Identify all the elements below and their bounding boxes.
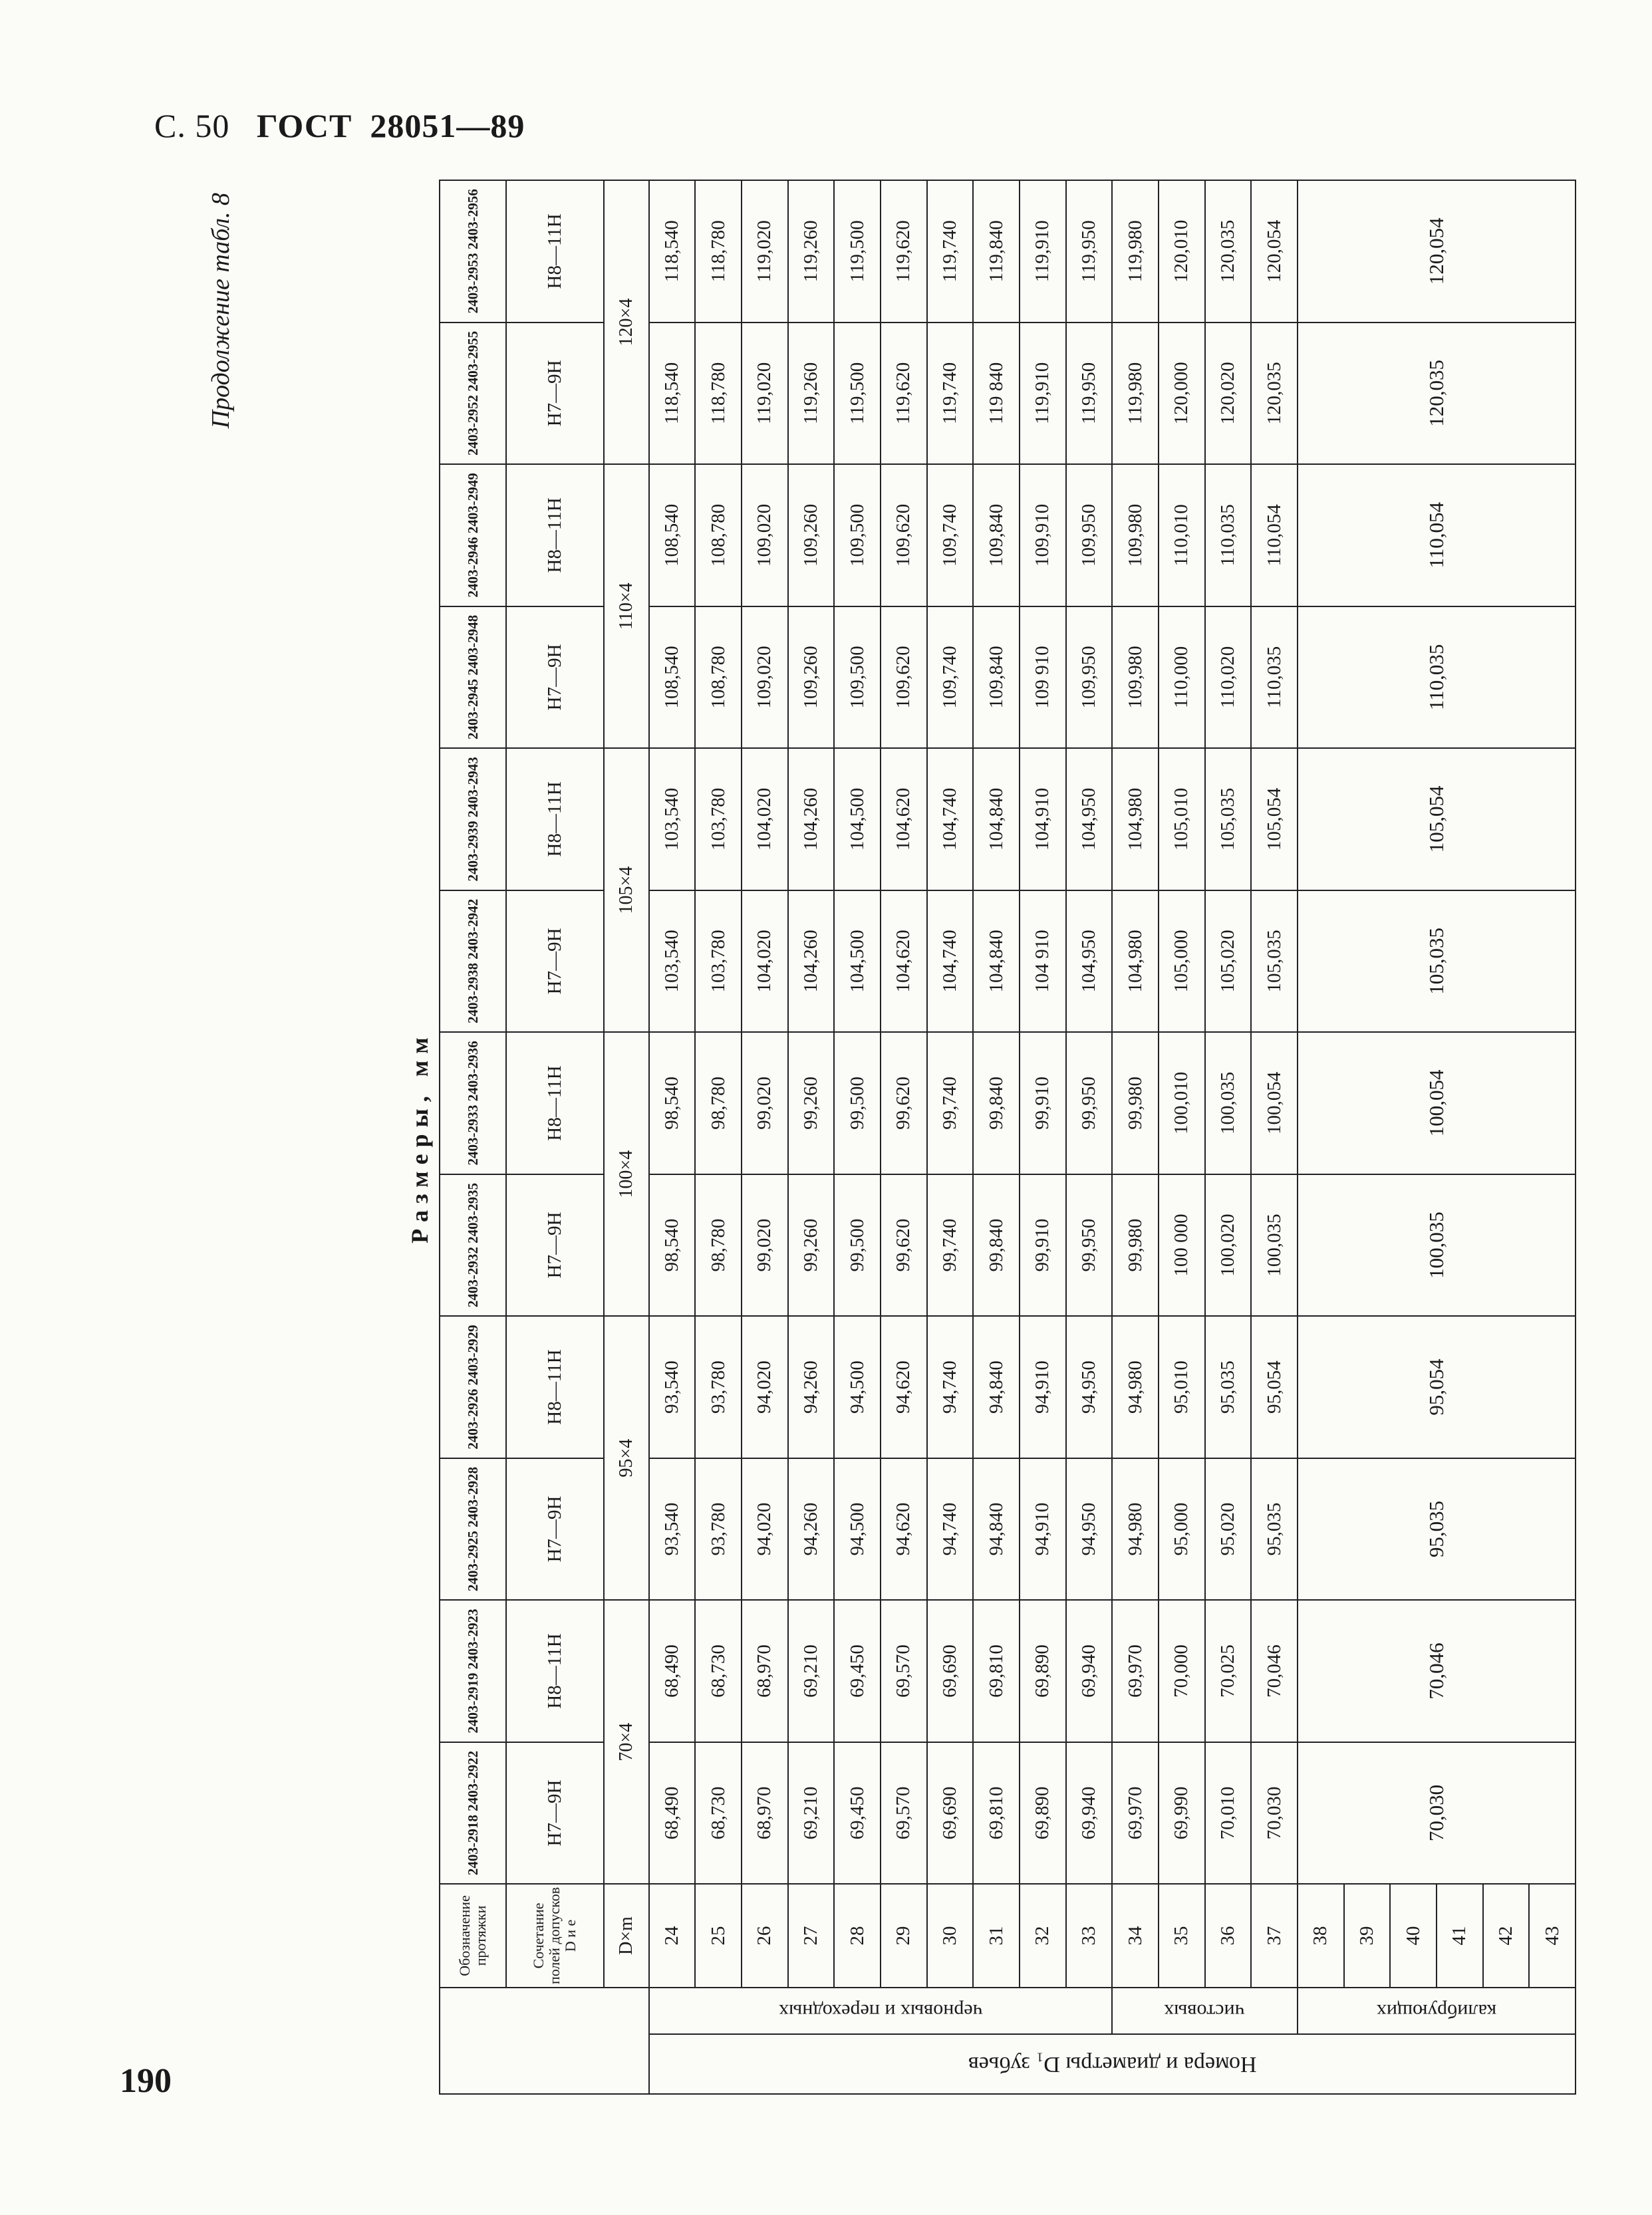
diameter-value: 109,500	[834, 464, 881, 606]
tolerance-label: Сочетание полей допусков D и e	[506, 1884, 604, 1987]
calibrating-value: 105,054	[1298, 748, 1576, 890]
tooth-number: 31	[973, 1884, 1020, 1987]
diameter-value: 69,450	[834, 1742, 881, 1885]
diameter-value: 100,020	[1205, 1174, 1252, 1317]
tooth-number: 30	[927, 1884, 974, 1987]
diameter-value: 109,950	[1066, 464, 1113, 606]
diameter-value: 104,500	[834, 748, 881, 890]
diameter-value: 99,620	[881, 1032, 927, 1174]
designation-code: 2403-2925 2403-2928	[440, 1458, 506, 1601]
diameter-value: 94,950	[1066, 1458, 1113, 1601]
table-title: Размеры, мм	[406, 1031, 433, 1243]
designation-code: 2403-2939 2403-2943	[440, 748, 506, 890]
diameter-value: 118,780	[695, 180, 742, 323]
diameter-value: 119,910	[1020, 180, 1066, 323]
diameter-value: 69,210	[788, 1742, 835, 1885]
designation-code: 2403-2953 2403-2956	[440, 180, 506, 323]
group-finish: чистовых	[1112, 1988, 1298, 2034]
diameter-value: 69,210	[788, 1600, 835, 1742]
diameter-value: 99,980	[1112, 1174, 1159, 1317]
tooth-diameter-table	[439, 180, 1576, 2095]
continuation-label: Продолжение табл. 8	[207, 193, 235, 429]
diameter-value: 104,260	[788, 890, 835, 1033]
designation-code: 2403-2938 2403-2942	[440, 890, 506, 1033]
diameter-value: 119,740	[927, 323, 974, 465]
diameter-value: 70,010	[1205, 1742, 1252, 1885]
diameter-value: 99,950	[1066, 1032, 1113, 1174]
tooth-number: 40	[1390, 1884, 1437, 1987]
diameter-value: 68,490	[649, 1742, 696, 1885]
dxm-value: 95×4	[604, 1316, 649, 1600]
diameter-value: 99,500	[834, 1174, 881, 1317]
diameter-value: 69,890	[1020, 1600, 1066, 1742]
tooth-row	[1112, 180, 1159, 2094]
diameter-value: 109,910	[1020, 464, 1066, 606]
calibrating-value: 100,054	[1298, 1032, 1576, 1174]
calibrating-value: 100,035	[1298, 1174, 1576, 1317]
group-rough: черновых и переходных	[649, 1988, 1113, 2034]
diameter-value: 108,780	[695, 606, 742, 749]
diameter-value: 99,950	[1066, 1174, 1113, 1317]
diameter-value: 93,540	[649, 1458, 696, 1601]
diameter-value: 110,054	[1251, 464, 1298, 606]
diameter-value: 105,020	[1205, 890, 1252, 1033]
tooth-row	[695, 180, 742, 2094]
diameter-value: 104,740	[927, 890, 974, 1033]
diameter-value: 110,020	[1205, 606, 1252, 749]
diameter-value: 94,020	[742, 1458, 788, 1601]
diameter-value: 109,740	[927, 464, 974, 606]
tooth-number: 35	[1159, 1884, 1205, 1987]
diameter-value: 99,020	[742, 1174, 788, 1317]
diameter-value: 94,840	[973, 1458, 1020, 1601]
diameter-value: 109,620	[881, 606, 927, 749]
diameter-value: 119,980	[1112, 323, 1159, 465]
diameter-value: 94,980	[1112, 1458, 1159, 1601]
diameter-value: 119,260	[788, 323, 835, 465]
diameter-value: 119,950	[1066, 180, 1113, 323]
diameter-value: 68,730	[695, 1600, 742, 1742]
diameter-value: 109,620	[881, 464, 927, 606]
diameter-value: 119,500	[834, 180, 881, 323]
designation-code: 2403-2933 2403-2936	[440, 1032, 506, 1174]
diameter-value: 104 910	[1020, 890, 1066, 1033]
dxm-value: 100×4	[604, 1032, 649, 1316]
diameter-value: 104,620	[881, 748, 927, 890]
designation-code: 2403-2919 2403-2923	[440, 1600, 506, 1742]
diameter-value: 68,490	[649, 1600, 696, 1742]
diameter-value: 108,540	[649, 606, 696, 749]
rotated-table-block	[206, 180, 1570, 2095]
diameter-value: 94,620	[881, 1458, 927, 1601]
diameter-value: 99,260	[788, 1174, 835, 1317]
diameter-value: 93,540	[649, 1316, 696, 1458]
tooth-row	[742, 180, 788, 2094]
designation-code: 2403-2926 2403-2929	[440, 1316, 506, 1458]
diameter-value: 94,980	[1112, 1316, 1159, 1458]
diameter-value: 95,020	[1205, 1458, 1252, 1601]
diameter-value: 98,780	[695, 1032, 742, 1174]
diameter-value: 110,035	[1205, 464, 1252, 606]
tooth-row	[927, 180, 974, 2094]
diameter-value: 109,260	[788, 464, 835, 606]
tooth-row	[649, 180, 696, 2094]
tooth-number: 32	[1020, 1884, 1066, 1987]
diameter-value: 94,620	[881, 1316, 927, 1458]
diameter-value: 119,620	[881, 180, 927, 323]
diameter-value: 109,840	[973, 606, 1020, 749]
dxm-value: 110×4	[604, 464, 649, 748]
diameter-value: 69,690	[927, 1600, 974, 1742]
diameter-value: 94,500	[834, 1316, 881, 1458]
diameter-value: 68,970	[742, 1600, 788, 1742]
tooth-row	[1205, 180, 1252, 2094]
diameter-value: 119,620	[881, 323, 927, 465]
tooth-row	[834, 180, 881, 2094]
standard-label: ГОСТ 28051—89	[256, 107, 525, 144]
tooth-row	[1066, 180, 1113, 2094]
diameter-value: 100,035	[1205, 1032, 1252, 1174]
side-label: Номера и диаметры D₁ зубьев	[649, 2034, 1576, 2094]
diameter-value: 68,730	[695, 1742, 742, 1885]
diameter-value: 119,500	[834, 323, 881, 465]
diameter-value: 95,035	[1205, 1316, 1252, 1458]
diameter-value: 94,840	[973, 1316, 1020, 1458]
diameter-value: 69,450	[834, 1600, 881, 1742]
diameter-value: 118,540	[649, 180, 696, 323]
calibrating-value: 70,046	[1298, 1600, 1576, 1742]
tooth-row	[1159, 180, 1205, 2094]
diameter-value: 109,980	[1112, 464, 1159, 606]
tooth-row	[1251, 180, 1298, 2094]
diameter-value: 69,990	[1159, 1742, 1205, 1885]
diameter-value: 103,780	[695, 748, 742, 890]
diameter-value: 119,950	[1066, 323, 1113, 465]
diameter-value: 109,260	[788, 606, 835, 749]
diameter-value: 69,970	[1112, 1742, 1159, 1885]
diameter-value: 99,980	[1112, 1032, 1159, 1174]
diameter-value: 94,910	[1020, 1458, 1066, 1601]
diameter-value: 119,910	[1020, 323, 1066, 465]
diameter-value: 105,035	[1251, 890, 1298, 1033]
diameter-value: 69,940	[1066, 1600, 1113, 1742]
diameter-value: 109,980	[1112, 606, 1159, 749]
diameter-value: 118,780	[695, 323, 742, 465]
designation-row	[440, 180, 506, 2094]
diameter-value: 120,035	[1251, 323, 1298, 465]
tooth-row	[1298, 180, 1344, 2094]
diameter-value: 104,620	[881, 890, 927, 1033]
diameter-value: 99,910	[1020, 1032, 1066, 1174]
designation-label: Обозначение протяжки	[440, 1884, 506, 1987]
diameter-value: 68,970	[742, 1742, 788, 1885]
tolerance-value: H7—9H	[506, 890, 604, 1033]
tolerance-value: H7—9H	[506, 1742, 604, 1885]
tolerance-value: H7—9H	[506, 1458, 604, 1601]
diameter-value: 95,010	[1159, 1316, 1205, 1458]
diameter-value: 104,020	[742, 890, 788, 1033]
diameter-value: 94,910	[1020, 1316, 1066, 1458]
page-header	[154, 106, 525, 145]
tolerance-row	[506, 180, 604, 2094]
diameter-value: 104,980	[1112, 890, 1159, 1033]
diameter-value: 100 000	[1159, 1174, 1205, 1317]
diameter-value: 94,260	[788, 1458, 835, 1601]
tolerance-value: H8—11H	[506, 1600, 604, 1742]
diameter-value: 95,035	[1251, 1458, 1298, 1601]
diameter-value: 69,940	[1066, 1742, 1113, 1885]
calibrating-value: 95,035	[1298, 1458, 1576, 1601]
diameter-value: 94,500	[834, 1458, 881, 1601]
tooth-row	[1020, 180, 1066, 2094]
diameter-value: 120,000	[1159, 323, 1205, 465]
diameter-value: 110,000	[1159, 606, 1205, 749]
diameter-value: 99,840	[973, 1174, 1020, 1317]
diameter-value: 104,740	[927, 748, 974, 890]
designation-code: 2403-2932 2403-2935	[440, 1174, 506, 1317]
diameter-value: 69,690	[927, 1742, 974, 1885]
calibrating-value: 70,030	[1298, 1742, 1576, 1885]
diameter-value: 95,000	[1159, 1458, 1205, 1601]
diameter-value: 95,054	[1251, 1316, 1298, 1458]
tooth-number: 34	[1112, 1884, 1159, 1987]
dxm-value: 105×4	[604, 748, 649, 1032]
diameter-value: 109,840	[973, 464, 1020, 606]
diameter-value: 99,500	[834, 1032, 881, 1174]
tooth-number: 43	[1529, 1884, 1576, 1987]
diameter-value: 70,030	[1251, 1742, 1298, 1885]
dxm-row	[604, 180, 649, 2094]
diameter-value: 104,500	[834, 890, 881, 1033]
diameter-value: 105,000	[1159, 890, 1205, 1033]
tooth-number: 25	[695, 1884, 742, 1987]
diameter-value: 69,810	[973, 1600, 1020, 1742]
diameter-value: 108,780	[695, 464, 742, 606]
designation-code: 2403-2918 2403-2922	[440, 1742, 506, 1885]
diameter-value: 100,054	[1251, 1032, 1298, 1174]
diameter-value: 69,570	[881, 1600, 927, 1742]
diameter-value: 109,020	[742, 464, 788, 606]
diameter-value: 119 840	[973, 323, 1020, 465]
diameter-value: 119,740	[927, 180, 974, 323]
calibrating-value: 120,054	[1298, 180, 1576, 323]
diameter-value: 94,020	[742, 1316, 788, 1458]
diameter-value: 98,540	[649, 1174, 696, 1317]
group-calib: калибрующих	[1298, 1988, 1576, 2034]
diameter-value: 100,035	[1251, 1174, 1298, 1317]
diameter-value: 69,810	[973, 1742, 1020, 1885]
calibrating-value: 110,035	[1298, 606, 1576, 749]
diameter-value: 110,035	[1251, 606, 1298, 749]
calibrating-value: 110,054	[1298, 464, 1576, 606]
diameter-value: 110,010	[1159, 464, 1205, 606]
diameter-value: 118,540	[649, 323, 696, 465]
diameter-value: 70,000	[1159, 1600, 1205, 1742]
diameter-value: 94,740	[927, 1458, 974, 1601]
diameter-value: 119,980	[1112, 180, 1159, 323]
diameter-value: 69,570	[881, 1742, 927, 1885]
diameter-value: 104,910	[1020, 748, 1066, 890]
diameter-value: 98,540	[649, 1032, 696, 1174]
diameter-value: 109,950	[1066, 606, 1113, 749]
tooth-number: 39	[1344, 1884, 1391, 1987]
diameter-value: 104,980	[1112, 748, 1159, 890]
tooth-number: 24	[649, 1884, 696, 1987]
tolerance-value: H7—9H	[506, 323, 604, 465]
tolerance-value: H8—11H	[506, 464, 604, 606]
diameter-value: 70,025	[1205, 1600, 1252, 1742]
diameter-value: 119,260	[788, 180, 835, 323]
tolerance-value: H7—9H	[506, 1174, 604, 1317]
tooth-number: 41	[1437, 1884, 1483, 1987]
diameter-value: 109,500	[834, 606, 881, 749]
tooth-number: 36	[1205, 1884, 1252, 1987]
diameter-value: 99,260	[788, 1032, 835, 1174]
diameter-value: 103,540	[649, 748, 696, 890]
tooth-row	[788, 180, 835, 2094]
designation-code: 2403-2952 2403-2955	[440, 323, 506, 465]
tolerance-value: H8—11H	[506, 180, 604, 323]
dxm-value: 70×4	[604, 1600, 649, 1884]
tooth-number: 42	[1483, 1884, 1530, 1987]
diameter-value: 99,740	[927, 1032, 974, 1174]
calibrating-value: 120,035	[1298, 323, 1576, 465]
tolerance-value: H8—11H	[506, 1316, 604, 1458]
diameter-value: 104,950	[1066, 748, 1113, 890]
diameter-value: 99,620	[881, 1174, 927, 1317]
calibrating-value: 95,054	[1298, 1316, 1576, 1458]
diameter-value: 100,010	[1159, 1032, 1205, 1174]
diameter-value: 108,540	[649, 464, 696, 606]
calibrating-value: 105,035	[1298, 890, 1576, 1033]
diameter-value: 104,260	[788, 748, 835, 890]
diameter-value: 70,046	[1251, 1600, 1298, 1742]
diameter-value: 104,020	[742, 748, 788, 890]
diameter-value: 109,020	[742, 606, 788, 749]
tolerance-value: H7—9H	[506, 606, 604, 749]
tolerance-value: H8—11H	[506, 748, 604, 890]
diameter-value: 105,054	[1251, 748, 1298, 890]
diameter-value: 94,740	[927, 1316, 974, 1458]
tooth-number: 26	[742, 1884, 788, 1987]
tooth-row	[881, 180, 927, 2094]
diameter-value: 94,950	[1066, 1316, 1113, 1458]
diameter-value: 104,840	[973, 748, 1020, 890]
diameter-value: 104,840	[973, 890, 1020, 1033]
tooth-number: 28	[834, 1884, 881, 1987]
diameter-value: 120,035	[1205, 180, 1252, 323]
designation-code: 2403-2945 2403-2948	[440, 606, 506, 749]
diameter-value: 119,020	[742, 323, 788, 465]
dxm-value: 120×4	[604, 180, 649, 464]
side-label-empty	[440, 1988, 649, 2094]
diameter-value: 104,950	[1066, 890, 1113, 1033]
diameter-value: 93,780	[695, 1458, 742, 1601]
diameter-value: 93,780	[695, 1316, 742, 1458]
diameter-value: 103,780	[695, 890, 742, 1033]
tooth-number: 37	[1251, 1884, 1298, 1987]
diameter-value: 109,740	[927, 606, 974, 749]
diameter-value: 94,260	[788, 1316, 835, 1458]
diameter-value: 119,020	[742, 180, 788, 323]
diameter-value: 120,054	[1251, 180, 1298, 323]
diameter-value: 105,035	[1205, 748, 1252, 890]
diameter-value: 99,910	[1020, 1174, 1066, 1317]
diameter-value: 105,010	[1159, 748, 1205, 890]
diameter-value: 109 910	[1020, 606, 1066, 749]
diameter-value: 69,890	[1020, 1742, 1066, 1885]
designation-code: 2403-2946 2403-2949	[440, 464, 506, 606]
tooth-number: 33	[1066, 1884, 1113, 1987]
tooth-number: 38	[1298, 1884, 1344, 1987]
diameter-value: 119,840	[973, 180, 1020, 323]
diameter-value: 69,970	[1112, 1600, 1159, 1742]
tooth-number: 29	[881, 1884, 927, 1987]
dxm-label: D×m	[604, 1884, 649, 1987]
diameter-value: 99,020	[742, 1032, 788, 1174]
tooth-number: 27	[788, 1884, 835, 1987]
page-label: С. 50	[154, 107, 230, 144]
diameter-value: 99,840	[973, 1032, 1020, 1174]
page-number: 190	[120, 2062, 172, 2100]
tolerance-value: H8—11H	[506, 1032, 604, 1174]
tooth-row	[973, 180, 1020, 2094]
diameter-value: 120,020	[1205, 323, 1252, 465]
diameter-value: 120,010	[1159, 180, 1205, 323]
diameter-value: 98,780	[695, 1174, 742, 1317]
diameter-value: 99,740	[927, 1174, 974, 1317]
diameter-value: 103,540	[649, 890, 696, 1033]
